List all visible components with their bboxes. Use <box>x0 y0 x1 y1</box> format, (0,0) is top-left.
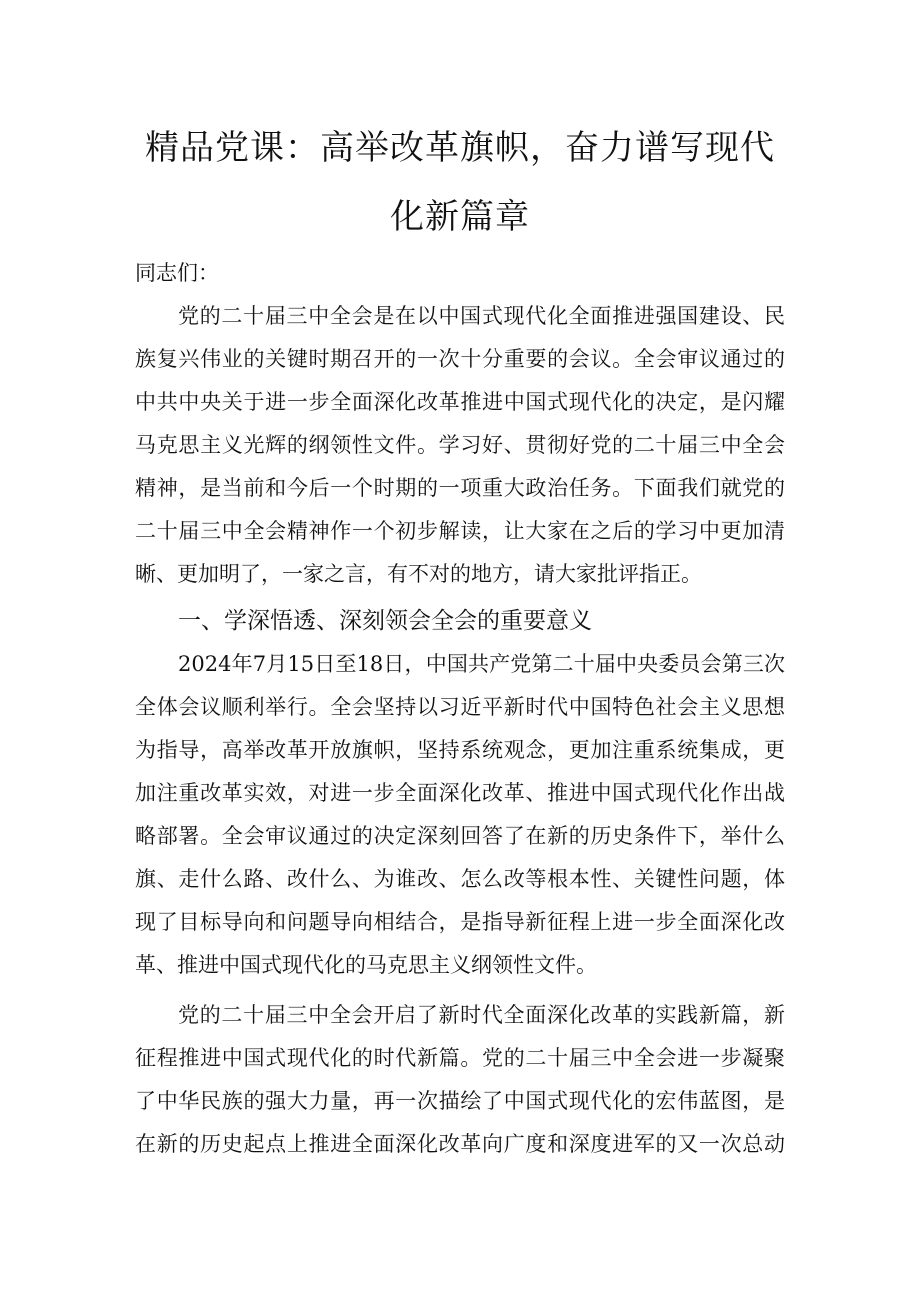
paragraph-1-line: 中共中央关于进一步全面深化改革推进中国式现代化的决定，是闪耀 <box>135 390 785 414</box>
paragraph-3-line: 在新的历史起点上推进全面深化改革向广度和深度进军的又一次总动 <box>135 1132 785 1156</box>
paragraph-2-line: 加注重改革实效，对进一步全面深化改革、推进中国式现代化作出战 <box>135 781 785 805</box>
paragraph-1-line: 族复兴伟业的关键时期召开的一次十分重要的会议。全会审议通过的 <box>135 347 785 371</box>
paragraph-2-line: 旗、走什么路、改什么、为谁改、怎么改等根本性、关键性问题，体 <box>135 867 785 891</box>
paragraph-2-line: 全体会议顺利举行。全会坚持以习近平新时代中国特色社会主义思想 <box>135 695 785 719</box>
paragraph-2-line: 2024年7月15日至18日，中国共产党第二十届中央委员会第三次 <box>178 652 785 676</box>
paragraph-3-line: 征程推进中国式现代化的时代新篇。党的二十届三中全会进一步凝聚 <box>135 1046 785 1070</box>
paragraph-2-line: 革、推进中国式现代化的马克思主义纲领性文件。 <box>135 953 597 977</box>
paragraph-2-line: 略部署。全会审议通过的决定深刻回答了在新的历史条件下，举什么 <box>135 824 785 848</box>
paragraph-2-line: 现了目标导向和问题导向相结合，是指导新征程上进一步全面深化改 <box>135 910 785 934</box>
section-heading-1: 一、学深悟透、深刻领会全会的重要意义 <box>178 608 592 634</box>
document-title-line-2: 化新篇章 <box>390 197 530 237</box>
paragraph-1-line: 马克思主义光辉的纲领性文件。学习好、贯彻好党的二十届三中全会 <box>135 433 785 457</box>
paragraph-1-line: 党的二十届三中全会是在以中国式现代化全面推进强国建设、民 <box>178 304 785 328</box>
paragraph-2-line: 为指导，高举改革开放旗帜，坚持系统观念，更加注重系统集成，更 <box>135 738 785 762</box>
paragraph-3-line: 党的二十届三中全会开启了新时代全面深化改革的实践新篇，新 <box>178 1003 785 1027</box>
paragraph-1-line: 二十届三中全会精神作一个初步解读，让大家在之后的学习中更加清 <box>135 519 785 543</box>
paragraph-1-line: 晰、更加明了，一家之言，有不对的地方，请大家批评指正。 <box>135 562 702 586</box>
document-title-line-1: 精品党课：高举改革旗帜，奋力谱写现代 <box>145 128 775 168</box>
paragraph-3-line: 了中华民族的强大力量，再一次描绘了中国式现代化的宏伟蓝图，是 <box>135 1089 785 1113</box>
greeting: 同志们： <box>135 261 219 285</box>
paragraph-1-line: 精神，是当前和今后一个时期的一项重大政治任务。下面我们就党的 <box>135 476 785 500</box>
